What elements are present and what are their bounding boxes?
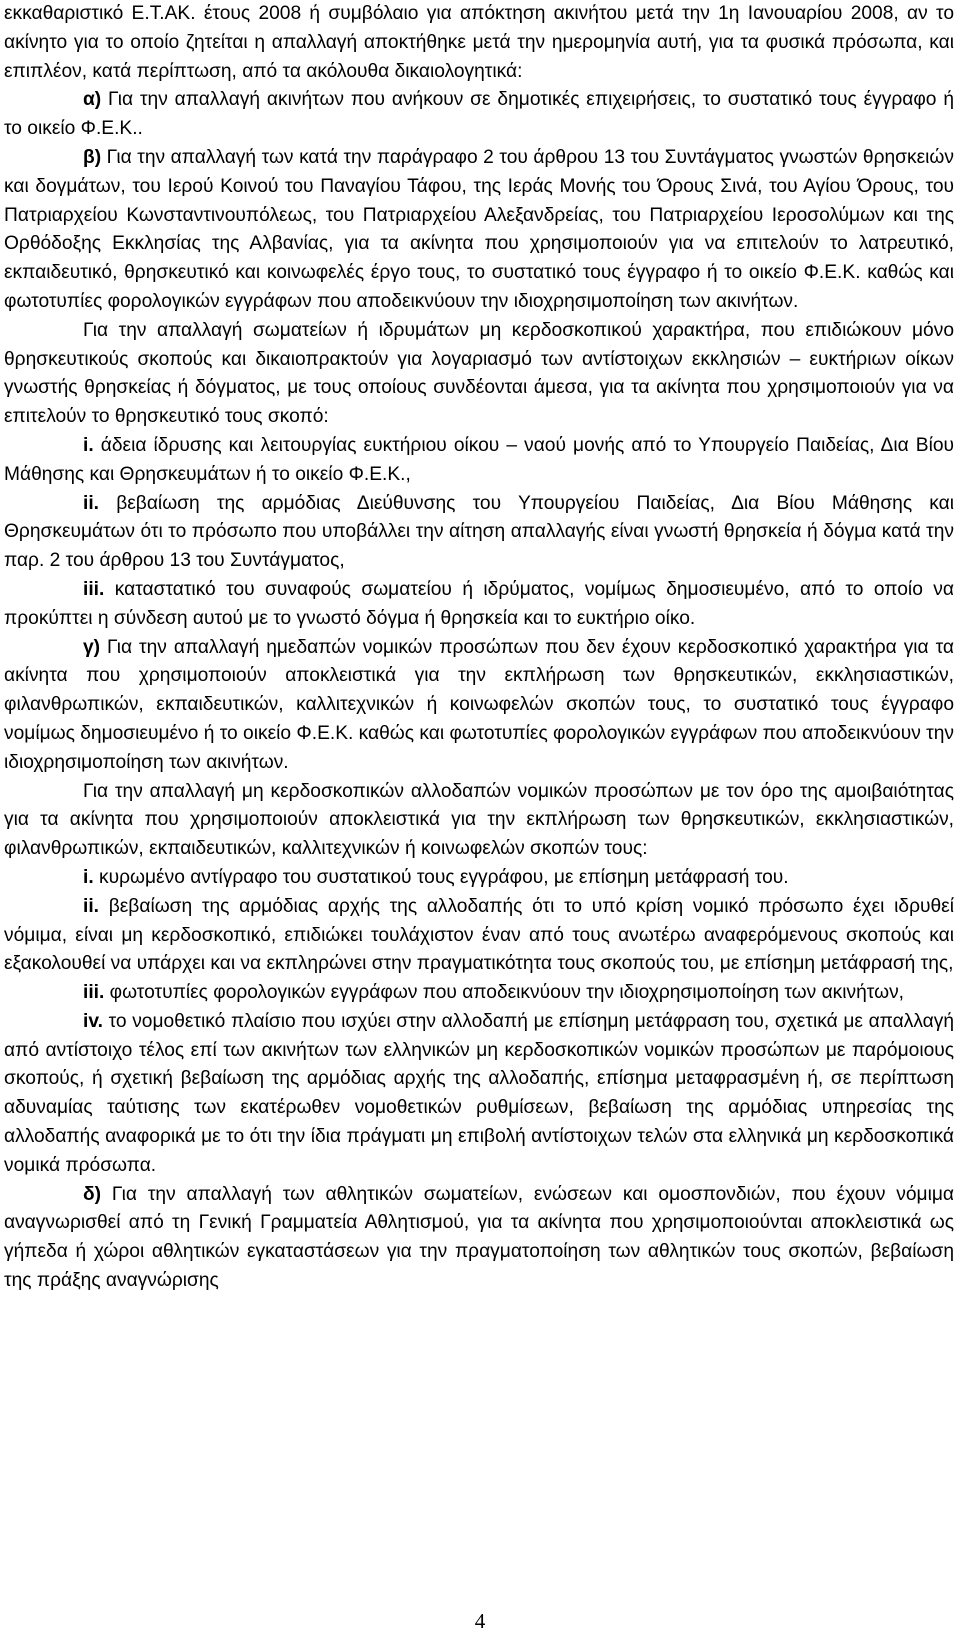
paragraph-item-d xyxy=(4,1181,954,1296)
item-marker: α) xyxy=(83,89,102,111)
item-marker: iii. xyxy=(83,578,105,600)
paragraph-text: βεβαίωση της αρμόδιας Διεύθυνσης του Υπουργείου Παιδείας, Δια Βίου Μάθησης και Θρησκευμάτων ότι το πρόσωπο που υποβάλλει την αίτηση απαλλαγής είναι γνωστή θρησκεία ή δόγμα κατά την παρ. 2 του άρθρου 13 του Συντάγματος, xyxy=(4,492,954,572)
paragraph-text: Για την απαλλαγή μη κερδοσκοπικών αλλοδαπών νομικών προσώπων με τον όρο της αμοιβαιότητας για τα ακίνητα που χρησιμοποιούν αποκλειστικά για την εκπλήρωση των θρησκευτικών, εκκλησιαστικών, φιλανθρωπικών, εκπαιδευτικών, καλλιτεχνικών ή κοινωφελών σκοπών τους: xyxy=(4,780,954,860)
paragraph-item-b xyxy=(4,144,954,317)
paragraph-text: Για την απαλλαγή ακινήτων που ανήκουν σε δημοτικές επιχειρήσεις, το συστατικό τους έγγραφο ή το οικείο Φ.Ε.Κ.. xyxy=(4,89,954,140)
paragraph-text: φωτοτυπίες φορολογικών εγγράφων που αποδεικνύουν την ιδιοχρησιμοποίηση των ακινήτων, xyxy=(104,982,905,1004)
item-marker: iii. xyxy=(83,982,105,1004)
paragraph-foreign-subitem-i xyxy=(4,864,954,893)
item-marker: ii. xyxy=(83,492,99,514)
item-marker: i. xyxy=(83,866,94,888)
paragraph-foreign-subitem-iv xyxy=(4,1008,954,1181)
paragraph-text: άδεια ίδρυσης και λειτουργίας ευκτήριου οίκου – ναού μονής από το Υπουργείο Παιδείας, Δια Βίου Μάθησης και Θρησκευμάτων ή το οικείο Φ.Ε.Κ., xyxy=(4,434,954,485)
item-marker: γ) xyxy=(83,636,101,658)
paragraph-foreign-subitem-iii xyxy=(4,979,954,1008)
item-marker: ii. xyxy=(83,895,99,917)
paragraph-text: κυρωμένο αντίγραφο του συστατικού τους εγγράφου, με επίσημη μετάφρασή του. xyxy=(93,866,789,888)
paragraph-item-a xyxy=(4,86,954,144)
paragraph-subitem-i xyxy=(4,432,954,490)
paragraph-subitem-iii xyxy=(4,576,954,634)
page-number: 4 xyxy=(474,1609,486,1633)
paragraph-text: Για την απαλλαγή σωματείων ή ιδρυμάτων μη κερδοσκοπικού χαρακτήρα, που επιδιώκουν μόνο θρησκευτικούς σκοπούς και δικαιοπρακτούν για λογαριασμό των αντίστοιχων εκκλησιών – ευκτήριων οίκων γνωστής θρησκείας ή δόγματος, με τους οποίους συνδέονται άμεσα, για τα ακίνητα που χρησιμοποιούν για να επιτελούν το θρησκευτικό τους σκοπό: xyxy=(4,319,954,428)
paragraph-text: Για την απαλλαγή ημεδαπών νομικών προσώπων που δεν έχουν κερδοσκοπικό χαρακτήρα για τα ακίνητα που χρησιμοποιούν αποκλειστικά για την εκπλήρωση των θρησκευτικών, εκκλησιαστικών, φιλανθρωπικών, εκπαιδευτικών, καλλιτεχνικών ή κοινωφελών σκοπών τους, το συστατικό τους έγγραφο νομίμως δημοσιευμένο ή το οικείο Φ.Ε.Κ. καθώς και φωτοτυπίες φορολογικών εγγράφων που αποδεικνύουν την ιδιοχρησιμοποίηση των ακινήτων. xyxy=(4,636,954,773)
paragraph-intro-continuation xyxy=(4,0,954,86)
paragraph-associations xyxy=(4,317,954,432)
paragraph-subitem-ii xyxy=(4,490,954,576)
item-marker: iv. xyxy=(83,1010,103,1032)
item-marker: β) xyxy=(83,146,102,168)
paragraph-text: Για την απαλλαγή των αθλητικών σωματείων, ενώσεων και ομοσπονδιών, που έχουν νόμιμα αναγνωρισθεί από τη Γενική Γραμματεία Αθλητισμού, για τα ακίνητα που χρησιμοποιούνται αποκλειστικά ως γήπεδα ή χώροι αθλητικών εγκαταστάσεων για την πραγματοποίηση των αθλητικών τους σκοπών, βεβαίωση της πράξης αναγνώρισης xyxy=(4,1183,954,1292)
paragraph-text: εκκαθαριστικό Ε.Τ.ΑΚ. έτους 2008 ή συμβόλαιο για απόκτηση ακινήτου μετά την 1η Ιανουαρίου 2008, αν το ακίνητο για το οποίο ζητείται η απαλλαγή αποκτήθηκε μετά την ημερομηνία αυτή, για τα φυσικά πρόσωπα, και επιπλέον, κατά περίπτωση, από τα ακόλουθα δικαιολογητικά: xyxy=(4,3,954,82)
paragraph-text: βεβαίωση της αρμόδιας αρχής της αλλοδαπής ότι το υπό κρίση νομικό πρόσωπο έχει ιδρυθεί νόμιμα, είναι μη κερδοσκοπικό, επιδιώκει τουλάχιστον έναν από τους ανωτέρω αναφερόμενους σκοπούς και εξακολουθεί να υπάρχει και να εκπληρώνει στην πραγματικότητα τους σκοπούς του, με επίσημη μετάφρασή της, xyxy=(4,895,954,975)
paragraph-text: καταστατικό του συναφούς σωματείου ή ιδρύματος, νομίμως δημοσιευμένο, από το οποίο να προκύπτει η σύνδεση αυτού με το γνωστό δόγμα ή θρησκεία και το ευκτήριο οίκο. xyxy=(4,578,954,629)
document-page xyxy=(4,0,954,1296)
item-marker: i. xyxy=(83,434,94,456)
paragraph-text: Για την απαλλαγή των κατά την παράγραφο 2 του άρθρου 13 του Συντάγματος γνωστών θρησκειών και δογμάτων, του Ιερού Κοινού του Παναγίου Τάφου, της Ιεράς Μονής του Όρους Σινά, του Αγίου Όρους, του Πατριαρχείου Κωνσταντινουπόλεως, του Πατριαρχείου Αλεξανδρείας, του Πατριαρχείου Ιεροσολύμων και της Ορθόδοξης Εκκλησίας της Αλβανίας, για τα ακίνητα που χρησιμοποιούν για να επιτελούν το λατρευτικό, εκπαιδευτικό, θρησκευτικό και κοινωφελές έργο τους, το συστατικό τους έγγραφο ή το οικείο Φ.Ε.Κ. καθώς και φωτοτυπίες φορολογικών εγγράφων που αποδεικνύουν την ιδιοχρησιμοποίηση των ακινήτων. xyxy=(4,146,954,312)
paragraph-item-c xyxy=(4,634,954,778)
item-marker: δ) xyxy=(83,1183,102,1205)
paragraph-text: το νομοθετικό πλαίσιο που ισχύει στην αλλοδαπή με επίσημη μετάφραση του, σχετικά με απαλλαγή από αντίστοιχο τέλος επί των ακινήτων των ελληνικών μη κερδοσκοπικών νομικών προσώπων με παρόμοιους σκοπούς, ή σχετική βεβαίωση της αρμόδιας αρχής της αλλοδαπής, επίσημα μεταφρασμένη ή, σε περίπτωση αδυναμίας ταύτισης των εκατέρωθεν νομοθετικών ρυθμίσεων, βεβαίωση της αρμόδιας υπηρεσίας της αλλοδαπής αναφορικά με το ότι την ίδια πράγματι μη επιβολή αντίστοιχων τελών στα ελληνικά μη κερδοσκοπικά νομικά πρόσωπα. xyxy=(4,1010,954,1176)
paragraph-foreign-entities xyxy=(4,778,954,864)
paragraph-foreign-subitem-ii xyxy=(4,893,954,979)
